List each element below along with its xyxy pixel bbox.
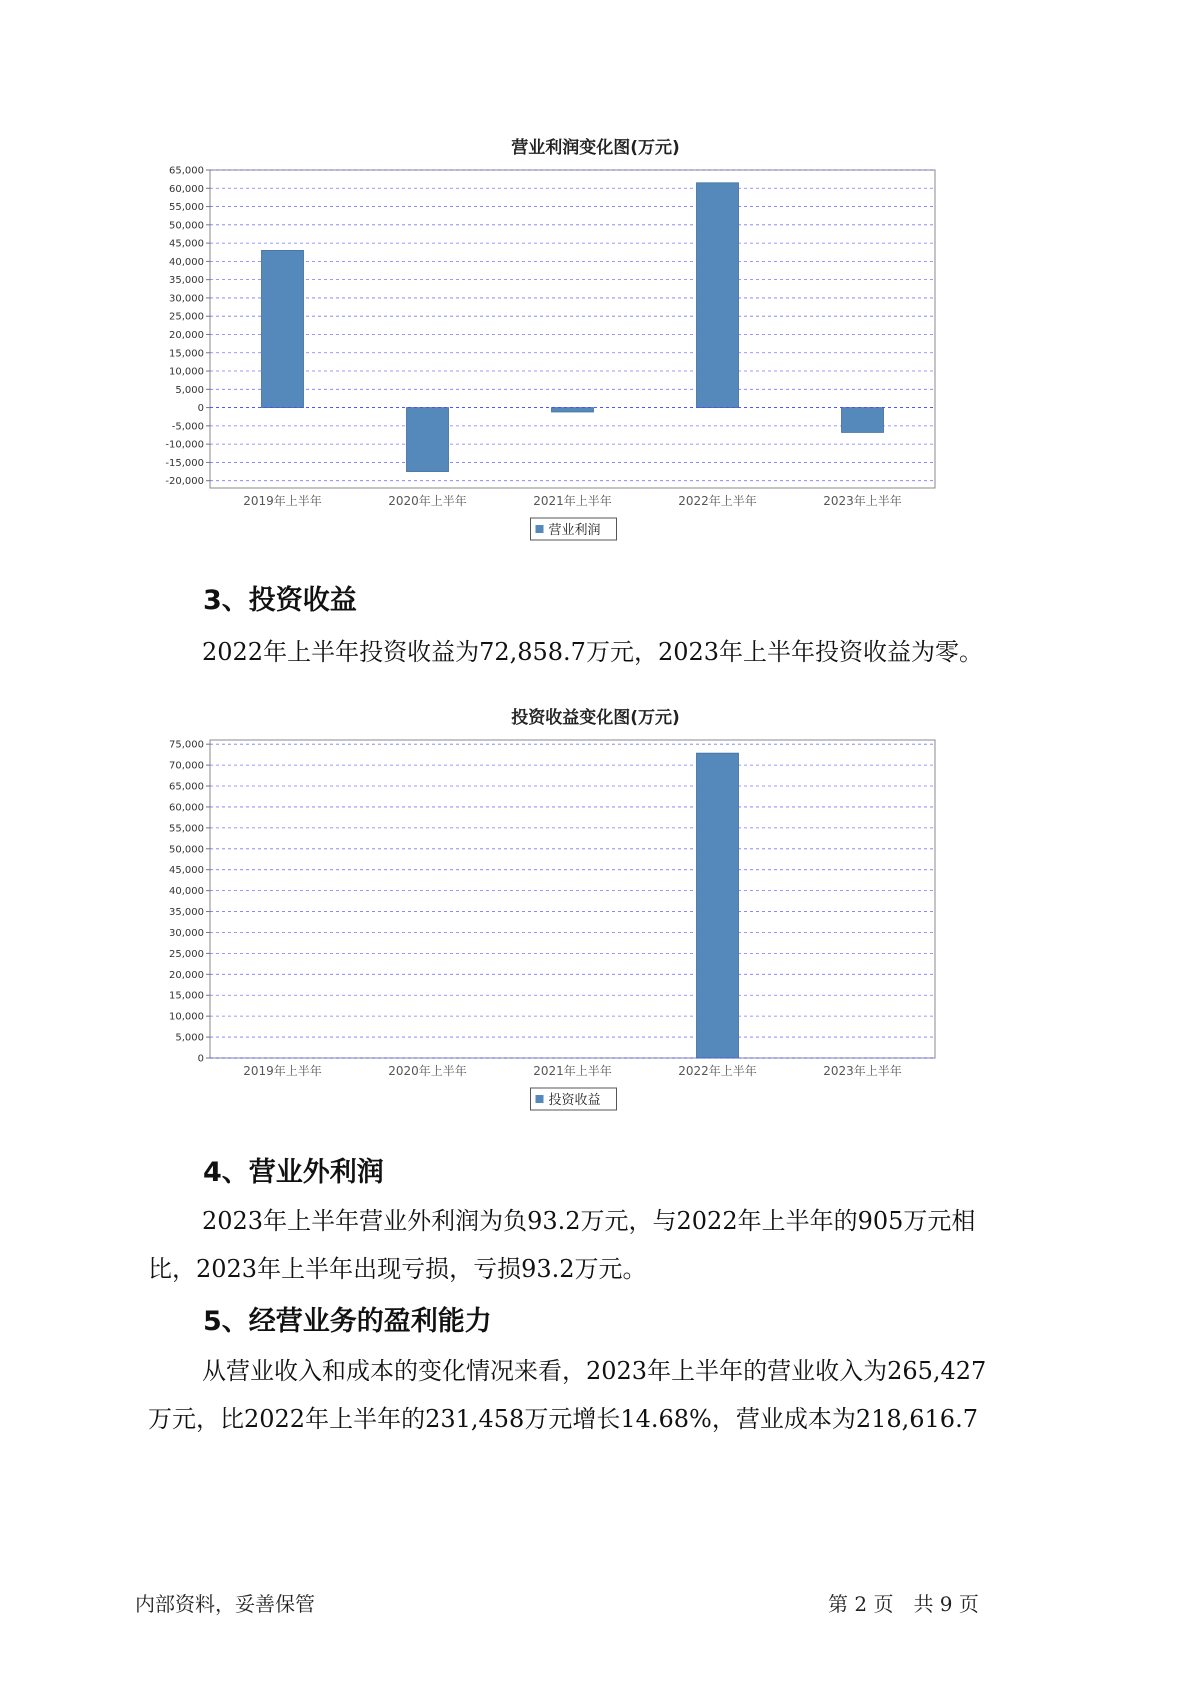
- y-tick-label: 25,000: [169, 948, 204, 960]
- x-tick-label: 2022年上半年: [678, 494, 757, 508]
- legend-label: 营业利润: [548, 523, 601, 538]
- y-tick-label: 65,000: [169, 165, 204, 177]
- y-tick-label: 5,000: [175, 384, 204, 396]
- y-tick-label: 15,000: [169, 348, 204, 360]
- paragraph-non-operating-profit: [148, 1197, 1073, 1293]
- y-tick-label: 45,000: [169, 865, 204, 877]
- y-tick-label: 65,000: [169, 781, 204, 793]
- y-tick-label: 70,000: [169, 760, 204, 772]
- legend-label: 投资收益: [548, 1093, 601, 1108]
- paragraph-profitability: [148, 1347, 1073, 1443]
- y-tick-label: -20,000: [165, 476, 204, 488]
- chart-operating-profit: [150, 158, 950, 548]
- bar: [841, 408, 883, 433]
- paragraph-investment-income: [148, 628, 1073, 676]
- y-tick-label: 25,000: [169, 311, 204, 323]
- y-tick-label: -10,000: [165, 439, 204, 451]
- y-tick-label: 5,000: [175, 1032, 204, 1044]
- y-tick-label: 15,000: [169, 990, 204, 1002]
- x-tick-label: 2019年上半年: [243, 494, 322, 508]
- y-tick-label: 55,000: [169, 202, 204, 214]
- y-tick-label: 45,000: [169, 238, 204, 250]
- paragraph-line: 从营业收入和成本的变化情况来看，2023年上半年的营业收入为265,427: [202, 1357, 987, 1385]
- y-tick-label: 30,000: [169, 927, 204, 939]
- x-tick-label: 2019年上半年: [243, 1064, 322, 1078]
- legend: [531, 1088, 617, 1110]
- x-tick-label: 2021年上半年: [533, 1064, 612, 1078]
- footer-page-number: 第 2 页 共 9 页: [828, 1592, 979, 1616]
- x-tick-label: 2020年上半年: [388, 494, 467, 508]
- y-tick-label: 55,000: [169, 823, 204, 835]
- y-tick-label: 30,000: [169, 293, 204, 305]
- legend-swatch: [536, 525, 544, 533]
- bar: [261, 250, 303, 407]
- chart-title-investment-income: 投资收益变化图(万元): [511, 708, 680, 728]
- y-tick-label: 10,000: [169, 366, 204, 378]
- legend-swatch: [536, 1095, 544, 1103]
- section-heading-investment-income: 3、投资收益: [203, 585, 357, 616]
- y-tick-label: 40,000: [169, 886, 204, 898]
- y-tick-label: 0: [197, 403, 204, 415]
- y-tick-label: -15,000: [165, 457, 204, 469]
- bar: [551, 408, 593, 412]
- y-tick-label: 75,000: [169, 739, 204, 751]
- section-heading-non-operating-profit: 4、营业外利润: [203, 1157, 384, 1188]
- chart-investment-income: [150, 728, 950, 1118]
- bar: [696, 183, 738, 408]
- y-tick-label: 40,000: [169, 256, 204, 268]
- x-tick-label: 2020年上半年: [388, 1064, 467, 1078]
- footer-confidential-note: 内部资料，妥善保管: [135, 1592, 315, 1616]
- x-tick-label: 2021年上半年: [533, 494, 612, 508]
- x-tick-label: 2022年上半年: [678, 1064, 757, 1078]
- paragraph-line: 万元，比2022年上半年的231,458万元增长14.68%，营业成本为218,616.7: [148, 1405, 978, 1433]
- y-tick-label: 20,000: [169, 969, 204, 981]
- y-tick-label: 35,000: [169, 275, 204, 287]
- paragraph-line: 比，2023年上半年出现亏损，亏损93.2万元。: [148, 1255, 647, 1283]
- x-tick-label: 2023年上半年: [823, 494, 902, 508]
- plot-area: [210, 740, 935, 1058]
- y-tick-label: 10,000: [169, 1011, 204, 1023]
- legend: [531, 518, 617, 540]
- y-tick-label: 50,000: [169, 844, 204, 856]
- x-tick-label: 2023年上半年: [823, 1064, 902, 1078]
- section-heading-profitability: 5、经营业务的盈利能力: [203, 1306, 492, 1337]
- paragraph-line: 2023年上半年营业外利润为负93.2万元，与2022年上半年的905万元相: [202, 1207, 976, 1235]
- bar: [696, 753, 738, 1058]
- bar: [406, 408, 448, 472]
- y-tick-label: 50,000: [169, 220, 204, 232]
- y-tick-label: 0: [197, 1053, 204, 1065]
- paragraph-line: 2022年上半年投资收益为72,858.7万元，2023年上半年投资收益为零。: [202, 638, 984, 666]
- plot-area: [210, 170, 935, 488]
- y-tick-label: 20,000: [169, 329, 204, 341]
- y-tick-label: 60,000: [169, 183, 204, 195]
- chart-title-operating-profit: 营业利润变化图(万元): [511, 138, 680, 158]
- y-tick-label: 60,000: [169, 802, 204, 814]
- y-tick-label: -5,000: [171, 421, 204, 433]
- y-tick-label: 35,000: [169, 907, 204, 919]
